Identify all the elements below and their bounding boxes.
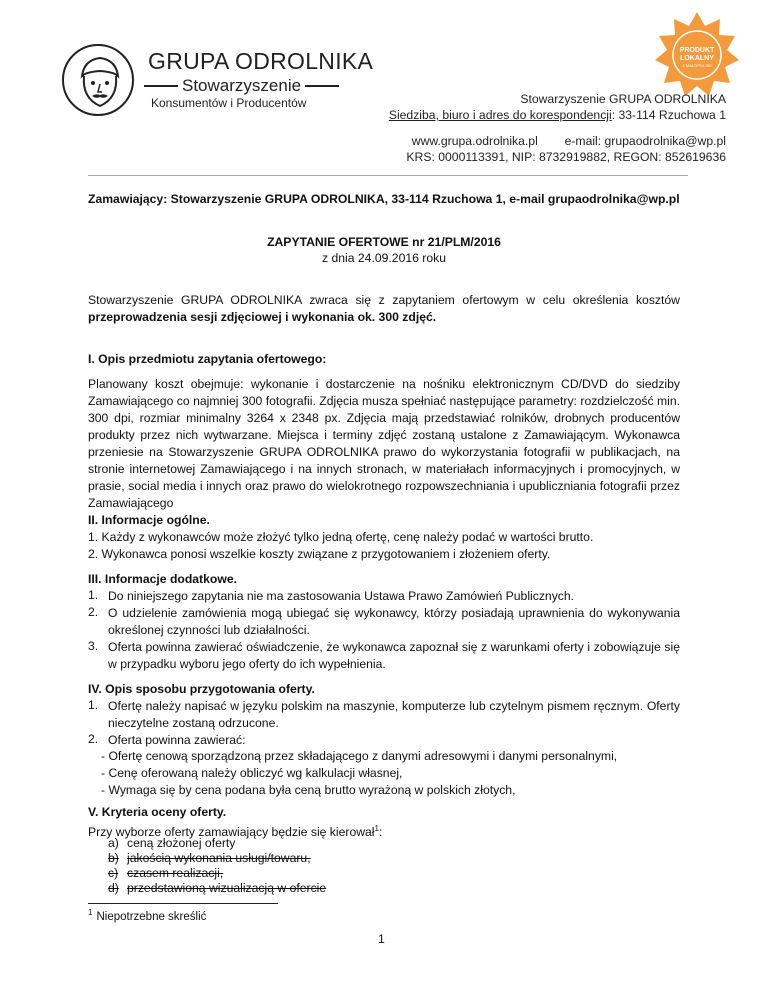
section3-item-number: 1. bbox=[88, 588, 99, 602]
contact-line bbox=[412, 134, 726, 148]
section3-heading: III. Informacje dodatkowe. bbox=[88, 572, 237, 586]
criterion-item: jakością wykonania usługi/towaru, bbox=[127, 851, 311, 865]
farmer-face-icon bbox=[62, 44, 134, 116]
section4-item: Ofertę należy napisać w języku polskim na maszynie, komputerze lub czytelnym pismem ręcznym. Oferty nieczytelne zostaną odrzucone. bbox=[108, 699, 680, 730]
section4-subitem: - Cenę oferowaną należy obliczyć wg kalkulacji własnej, bbox=[101, 766, 403, 780]
logo-tagline: Konsumentów i Producentów bbox=[151, 96, 307, 110]
section4-subitem: - Ofertę cenową sporządzoną przez składającego z danymi adresowymi i danymi personalnymi, bbox=[101, 749, 618, 763]
footnote-ref: 1 bbox=[374, 824, 379, 833]
section4-item: Oferta powinna zawierać: bbox=[108, 733, 246, 747]
badge-line3: Z MAŁOPOLSKI bbox=[682, 63, 712, 68]
local-product-badge bbox=[655, 12, 739, 96]
criterion-letter: d) bbox=[108, 881, 119, 895]
footnote-text: Niepotrzebne skreślić bbox=[96, 910, 207, 923]
page-number: 1 bbox=[378, 932, 385, 946]
criterion-item: ceną złożonej oferty bbox=[127, 836, 236, 850]
section4-item-number: 1. bbox=[88, 698, 99, 712]
criterion-letter: c) bbox=[108, 866, 119, 880]
document-date: z dnia 24.09.2016 roku bbox=[322, 251, 446, 265]
intro-plain: Stowarzyszenie GRUPA ODROLNIKA zwraca się z zapytaniem ofertowym w celu określenia kosztów bbox=[88, 293, 680, 307]
footnote-separator bbox=[88, 903, 278, 904]
seat-address: Siedziba, biuro i adres do korespondencji: 33-114 Rzuchowa 1 bbox=[388, 108, 726, 122]
criterion-letter: b) bbox=[108, 851, 119, 865]
section4-heading: IV. Opis sposobu przygotowania oferty. bbox=[88, 682, 315, 696]
section3-item-number: 2. bbox=[88, 605, 99, 619]
criterion-letter: a) bbox=[108, 836, 119, 850]
logo-title: GRUPA ODROLNIKA bbox=[148, 48, 374, 74]
section1-body: Planowany koszt obejmuje: wykonanie i dostarczenie na nośniku elektronicznym CD/DVD do siedziby Zamawiającego co najmniej 300 fotografii. Zdjęcia musza spełniać następujące parametry: rozdzielczość min. 300 dpi, rozmiar minimalny 3264 x 2348 px. Zdjęcia mają przedstawiać rolników, drobnych producentów produkty przez nich wytwarzane. Miejsca i terminy zdjęć zostaną ustalone z Zamawiającym. Wykonawca przeniesie na Stowarzyszenie GRUPA ODROLNIKA prawo do wykorzystania fotografii w publikacjach, na stronie internetowej Zamawiającego i na innych stronach, w materiałach informacyjnych i promocyjnych, w prasie, social media i innych oraz prawo do wielokrotnego rozpowszechniania i upubliczniania fotografii przez Zamawiającego bbox=[88, 377, 680, 510]
section4-item-number: 2. bbox=[88, 732, 99, 746]
section2-item: 1. Każdy z wykonawców może złożyć tylko jedną ofertę, cenę należy podać w wartości brutto. bbox=[88, 530, 594, 544]
ordering-party: Zamawiający: Stowarzyszenie GRUPA ODROLNIKA, 33-114 Rzuchowa 1, e-mail grupaodrolnika@wp.pl bbox=[88, 192, 680, 206]
section5-lead: Przy wyborze oferty zamawiający będzie się kierował$^1$: bbox=[88, 824, 383, 840]
badge-line2: LOKALNY bbox=[680, 55, 714, 62]
organization-logo bbox=[62, 44, 374, 120]
section3-item: Do niniejszego zapytania nie ma zastosowania Ustawa Prawo Zamówień Publicznych. bbox=[108, 589, 575, 603]
criterion-item: czasem realizacji, bbox=[127, 866, 224, 880]
email-link[interactable]: e-mail: grupaodrolnika@wp.pl bbox=[564, 134, 726, 148]
section2-heading: II. Informacje ogólne. bbox=[88, 513, 210, 527]
footnote bbox=[88, 908, 206, 923]
criterion-item: przedstawioną wizualizacją w ofercie bbox=[127, 881, 327, 895]
footnote-mark: 1 bbox=[88, 908, 93, 917]
registry-ids: KRS: 0000113391, NIP: 8732919882, REGON: 852619636 bbox=[406, 150, 726, 164]
badge-line1: PRODUKT bbox=[679, 47, 715, 54]
section3-item: O udzielenie zamówienia mogą ubiegać się wykonawcy, którzy posiadają uprawnienia do wykonywania określonej czynności lub działalności. bbox=[108, 606, 680, 637]
section3-item-number: 3. bbox=[88, 639, 99, 653]
section4-subitem: - Wymaga się by cena podana była ceną brutto wyrażoną w polskich złotych, bbox=[101, 783, 516, 797]
intro-bold: przeprowadzenia sesji zdjęciowej i wykonania ok. 300 zdjęć. bbox=[88, 310, 437, 324]
section2-item: 2. Wykonawca ponosi wszelkie koszty związane z przygotowaniem i złożeniem oferty. bbox=[88, 547, 551, 561]
org-name: Stowarzyszenie GRUPA ODROLNIKA bbox=[520, 92, 726, 106]
section1-heading: I. Opis przedmiotu zapytania ofertowego: bbox=[88, 352, 327, 366]
website-link[interactable]: www.grupa.odrolnika.pl bbox=[411, 134, 538, 148]
section3-item: Oferta powinna zawierać oświadczenie, że wykonawca zapoznał się z warunkami oferty i zobowiązuje się w przypadku wyboru jego oferty do ich wypełnienia. bbox=[108, 640, 680, 671]
section5-heading: V. Kryteria oceny oferty. bbox=[88, 805, 227, 819]
logo-subtitle: Stowarzyszenie bbox=[140, 76, 343, 96]
header-divider bbox=[88, 175, 688, 176]
document-title: ZAPYTANIE OFERTOWE nr 21/PLM/2016 bbox=[267, 235, 501, 249]
